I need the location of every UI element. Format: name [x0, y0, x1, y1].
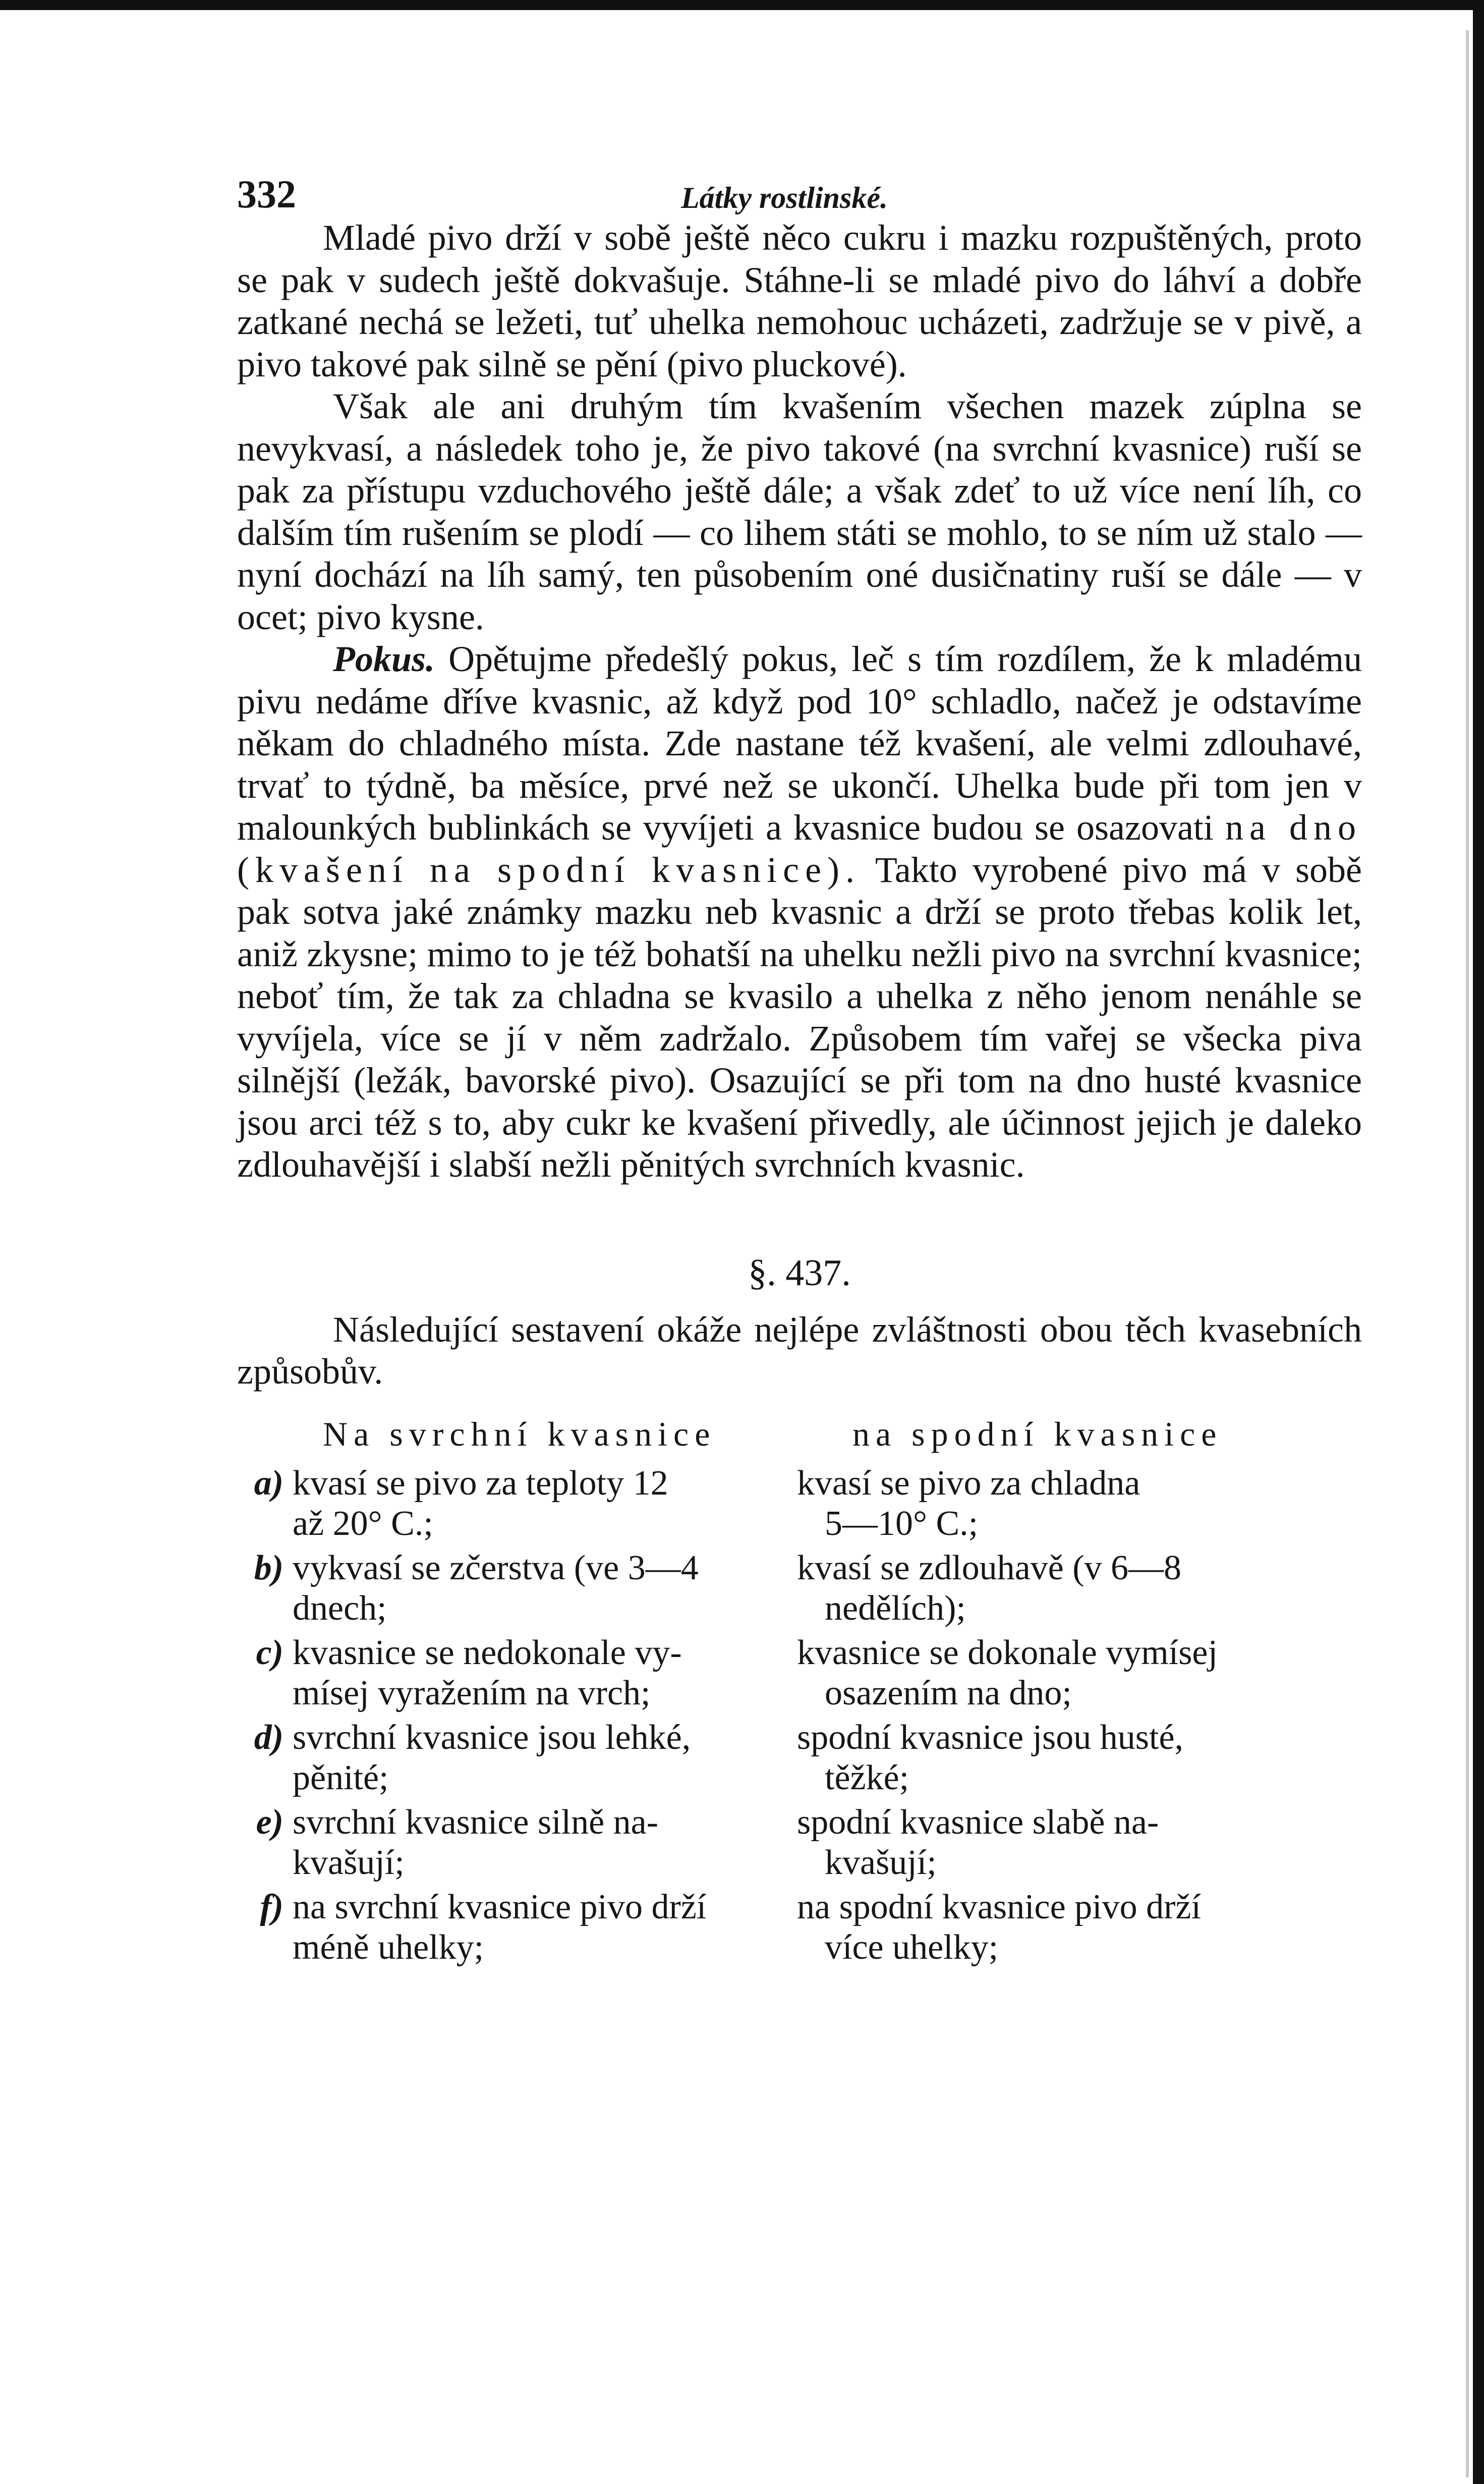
right-cell-line: více uhelky;	[825, 1927, 999, 1967]
section-intro: Následující sestavení okáže nejlépe zvláštnosti obou těch kvasebních způsobův.	[237, 1309, 1362, 1392]
row-letter: d)	[254, 1718, 283, 1757]
page-header	[237, 151, 1362, 217]
right-cell	[797, 1718, 1362, 1798]
left-cell-line: vykvasí se zčerstva (ve 3—4	[293, 1548, 699, 1587]
page-number: 332	[237, 172, 296, 216]
left-cell	[293, 1548, 797, 1629]
row-letter: c)	[256, 1633, 283, 1672]
row-letter: a)	[254, 1463, 283, 1503]
left-cell-line: dnech;	[293, 1588, 387, 1628]
paragraph-second-fermentation: Však ale ani druhým tím kvašením všechen mazek zúplna se nevykvasí, a následek toho je, že pivo takové (na svrchní kvasnice) ruší se pak za přístupu vzduchového ještě dále; a však zdeť to už více není líh, co dalším tím rušením se plodí — co lihem státi se mohlo, to se ním už stalo — nyní dochází na líh samý, ten působením oné dusičnatiny ruší se dále — v ocet; pivo kysne.	[237, 386, 1362, 637]
left-cell-line: na svrchní kvasnice pivo drží	[293, 1887, 707, 1926]
left-column-heading: Na svrchní kvasnice	[323, 1414, 716, 1453]
right-cell-line: spodní kvasnice jsou husté,	[797, 1718, 1184, 1757]
comparison-row	[237, 1633, 1362, 1714]
left-cell	[293, 1887, 797, 1968]
right-cell	[797, 1463, 1362, 1544]
left-cell-line: pěnité;	[293, 1758, 389, 1797]
comparison-table	[237, 1463, 1362, 1968]
right-cell-line: kvasí se pivo za chladna	[797, 1463, 1140, 1503]
right-cell	[797, 1548, 1362, 1629]
right-cell-line: na spodní kvasnice pivo drží	[797, 1887, 1201, 1926]
left-cell-line: svrchní kvasnice silně na-	[293, 1802, 659, 1842]
paragraph-young-beer: Mladé pivo drží v sobě ještě něco cukru i mazku rozpuštěných, proto se pak v sudech ještě dokvašuje. Stáhne-li se mladé pivo do láhví a dobře zatkané nechá se ležeti, tuť uhelka nemohouc ucházeti, zadržuje se v pivě, a pivo takové pak silně se pění (pivo pluckové).	[237, 217, 1362, 384]
right-cell	[797, 1633, 1362, 1714]
page-edge-top	[0, 0, 1484, 10]
right-cell	[797, 1802, 1362, 1883]
comparison-row	[237, 1718, 1362, 1798]
comparison-row	[237, 1887, 1362, 1968]
comparison-headings	[237, 1414, 1362, 1454]
left-cell-line: kvasí se pivo za teploty 12	[293, 1463, 668, 1503]
right-cell-line: kvašují;	[825, 1843, 937, 1882]
right-cell	[797, 1887, 1362, 1968]
right-cell-line: kvasí se zdlouhavě (v 6—8	[797, 1548, 1182, 1587]
pokus-spaced-kvaseni: (kvašení na spodní kvasnice).	[237, 849, 861, 890]
comparison-row	[237, 1548, 1362, 1629]
left-cell-line: kvašují;	[293, 1843, 405, 1882]
row-letter: e)	[256, 1802, 283, 1842]
right-cell-line: nedělích);	[825, 1588, 966, 1628]
right-cell-line: spodní kvasnice slabě na-	[797, 1802, 1159, 1842]
right-cell-line: osazením na dno;	[825, 1673, 1072, 1713]
pokus-text-after: Takto vyrobené pivo má v sobě pak sotva jaké známky mazku neb kvasnic a drží se proto třebas kolik let, aniž zkysne; mimo to je též bohatší na uhelku nežli pivo na svrchní kvasnice; neboť tím, že tak za chladna se kvasilo a uhelka z něho jenom nenáhle se vyvíjela, více se jí v něm zadržalo. Způsobem tím vařej se všecka piva silnější (ležák, bavorské pivo). Osazující se při tom na dno husté kvasnice jsou arci též s to, aby cukr ke kvašení přivedly, ale účinnost jejich je daleko zdlouhavější i slabší nežli pěnitých svrchních kvasnic.	[237, 849, 1362, 1185]
paragraph-pokus	[237, 638, 1362, 1186]
left-cell-line: svrchní kvasnice jsou lehké,	[293, 1718, 691, 1757]
right-column-heading: na spodní kvasnice	[852, 1414, 1223, 1453]
left-cell	[293, 1718, 797, 1798]
left-cell-line: méně uhelky;	[293, 1927, 484, 1967]
left-cell	[293, 1633, 797, 1714]
left-cell-line: mísej vyražením na vrch;	[293, 1673, 651, 1713]
left-cell-line: až 20° C.;	[293, 1504, 433, 1543]
page-edge-right	[1473, 0, 1484, 2484]
page-content	[237, 151, 1362, 1972]
pokus-text-before: Opětujme předešlý pokus, leč s tím rozdílem, že k mladému pivu nedáme dříve kvasnic, až když pod 10° schladlo, načež je odstavíme někam do chladného místa. Zde nastane též kvašení, ale velmi zdlouhavé, trvať to týdně, ba měsíce, prvé než se ukončí. Uhelka bude při tom jen v malounkých bublinkách se vyvíjeti a kvasnice budou se osazovati	[237, 639, 1362, 848]
pokus-spaced-na-dno: na dno	[1225, 807, 1362, 848]
right-cell-line: 5—10° C.;	[825, 1504, 979, 1543]
row-letter: b)	[254, 1548, 283, 1587]
right-cell-line: těžké;	[825, 1758, 909, 1797]
comparison-row	[237, 1463, 1362, 1544]
right-cell-line: kvasnice se dokonale vymísej	[797, 1633, 1218, 1672]
left-cell	[293, 1463, 797, 1544]
comparison-row	[237, 1802, 1362, 1883]
running-head: Látky rostlinské.	[681, 181, 888, 214]
left-cell-line: kvasnice se nedokonale vy-	[293, 1633, 682, 1672]
row-letter: f)	[260, 1887, 283, 1926]
left-cell	[293, 1802, 797, 1883]
section-title: §. 437.	[748, 1252, 851, 1294]
pokus-label: Pokus.	[333, 639, 435, 679]
page-edge-shadow	[1466, 30, 1469, 2477]
